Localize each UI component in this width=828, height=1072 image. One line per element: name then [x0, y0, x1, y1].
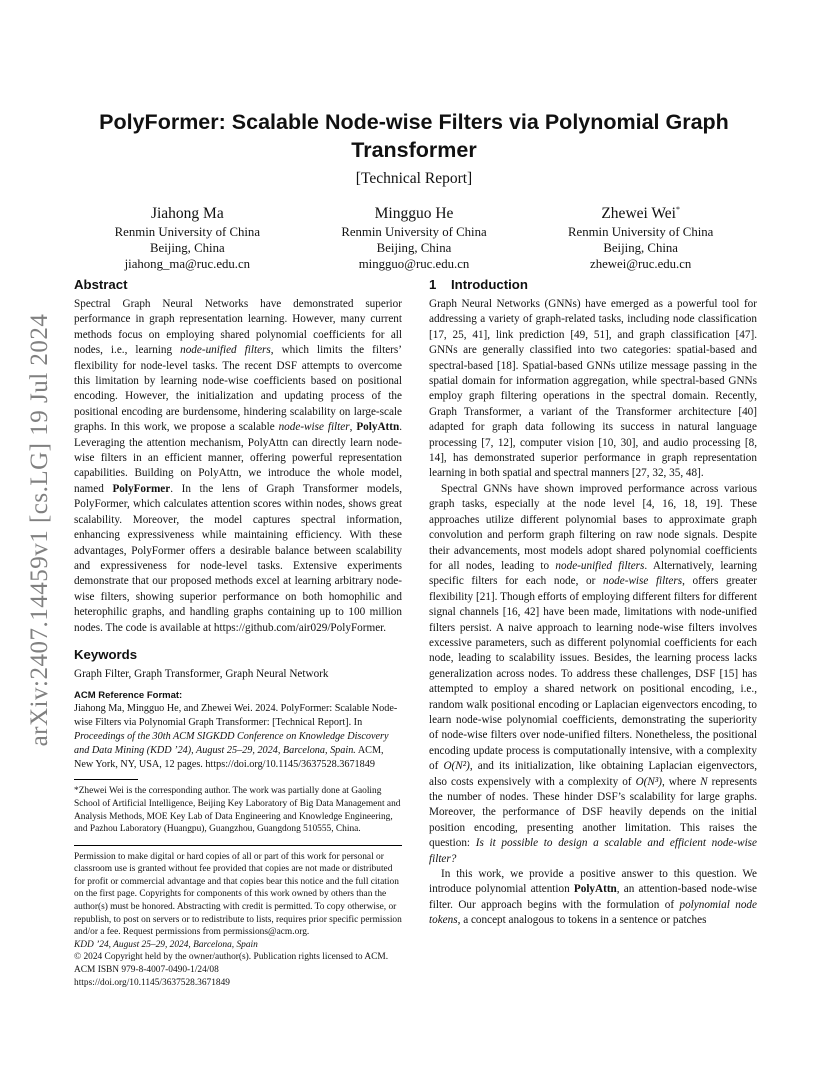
arxiv-stamp: arXiv:2407.14459v1 [cs.LG] 19 Jul 2024 — [26, 313, 53, 747]
author-location: Beijing, China — [150, 241, 225, 256]
author-email: jiahong_ma@ruc.edu.cn — [124, 257, 251, 272]
keywords-text: Graph Filter, Graph Transformer, Graph Neural Network — [74, 667, 329, 680]
author-affiliation: Renmin University of China — [341, 225, 487, 240]
paper-title: PolyFormer: Scalable Node-wise Filters via Polynomial Graph Transformer — [99, 110, 729, 162]
copyright-line: © 2024 Copyright held by the owner/author(s). Publication rights licensed to ACM. — [74, 952, 389, 963]
doi-line: https://doi.org/10.1145/3637528.3671849 — [74, 977, 230, 988]
permission-rule — [74, 845, 402, 846]
author-affiliation: Renmin University of China — [114, 225, 261, 240]
conference-line: KDD ’24, August 25–29, 2024, Barcelona, Spain — [74, 939, 258, 950]
author-name: Zhewei Wei* — [601, 205, 680, 223]
intro-paragraph-3: In this work, we provide a positive answer to this question. We introduce polynomial attention PolyAttn, an attention-based node-wise filter. Our approach begins with the formulation of polynomial node tokens, a concept analogous to tokens in a sentence or patches — [429, 868, 757, 927]
author-1 — [74, 200, 301, 272]
permission-notice: Permission to make digital or hard copies of all or part of this work for personal or classroom use is granted without fee provided that copies are not made or distributed for profit or commercial advantage and that copies bear this notice and the full citation on the first page. Copyrights for components of this work owned by others than the author(s) must be honored. Abstracting with credit is permitted. To copy otherwise, or republish, to post on servers or to redistribute to lists, requires prior specific permission and/or a fee. Request permissions from permissions@acm.org. — [74, 851, 402, 938]
intro-paragraph-2: Spectral GNNs have shown improved performance across various graph tasks, especially at the node level [4, 16, 18, 19]. These approaches utilize different polynomial bases to approximate graph convolution and perform graph filtering on raw node signals. Despite their advancements, most models adopt shared polynomial coefficients for all nodes, leading to node-unified filters. Alternatively, learning specific filters for each node, or node-wise filters, offers greater flexibility [21]. Though efforts of employing different filters for different signal channels [16, 42] have been made, limitations with node-unified filters persist. A naive approach to learning node-wise filters involves excessive parameters, such as different polynomial coefficients for each node, leading to scalability issues. Besides, the learning process lacks generalization across nodes. To address these challenges, DSF [15] has attempted to employ a shared network on positional encoding, i.e., random walk positional encoding or Laplacian eigenvectors encoding, to learn node-wise polynomial coefficients, demonstrating the superiority of node-wise filters over node-unified filters. Nonetheless, the positional encoding update process is computationally intensive, with a complexity of O(N²), and its initialization, like obtaining Laplacian eigenvectors, also costs expensively with a complexity of O(N³), where N represents the number of nodes. These hinder DSF’s scalability for large graphs. Moreover, the performance of DSF heavily depends on the initial position encoding, presenting another limitation. This raises the question: Is it possible to design a scalable and efficient node-wise filter? — [429, 482, 758, 865]
author-2 — [301, 200, 528, 272]
isbn-line: ACM ISBN 979-8-4007-0490-1/24/08 — [74, 965, 219, 976]
left-column — [74, 276, 402, 989]
abstract-text: Spectral Graph Neural Networks have demonstrated superior performance in graph representation learning. However, many current methods focus on employing shared polynomial coefficients for all nodes, i.e., learning node-unified filters, which limits the filters’ flexibility for node-level tasks. The recent DSF attempts to overcome this limitation by learning node-wise coefficients based on positional encoding. However, the initialization and updating process of the positional encoding are burdensome, hindering scalability on large-scale graphs. In this work, we propose a scalable node-wise filter, PolyAttn. Leveraging the attention mechanism, PolyAttn can directly learn node-wise filters in an efficient manner, offering powerful representation capabilities. Building on PolyAttn, we introduce the whole model, named PolyFormer. In the lens of Graph Transformer models, PolyFormer, which calculates attention scores within nodes, shows great scalability. Moreover, the model captures spectral information, enhancing expressiveness while maintaining efficiency. With these advantages, PolyFormer offers a desirable balance between scalability and expressiveness for node-level tasks. Extensive experiments demonstrate that our proposed methods excel at learning arbitrary node-wise filters, showing superior performance on both homophilic and heterophilic graphs, and handling graphs containing up to 100 million nodes. The code is available at https://github.com/air029/PolyFormer. — [74, 298, 402, 634]
author-affiliation: Renmin University of China — [567, 225, 714, 240]
author-location: Beijing, China — [376, 241, 452, 256]
author-email: mingguo@ruc.edu.cn — [358, 257, 470, 272]
author-3 — [527, 200, 754, 272]
corresponding-author-footnote: *Zhewei Wei is the corresponding author. The work was partially done at Gaoling School of Artificial Intelligence, Beijing Key Laboratory of Big Data Management and Analysis Methods, MOE Key Lab of Data Engineering and Knowledge Engineering, and Pazhou Laboratory (Huangpu), Guangzhou, Guangdong 510555, China. — [74, 786, 401, 835]
acm-reference-text: Jiahong Ma, Mingguo He, and Zhewei Wei. 2024. PolyFormer: Scalable Node-wise Filters via Polynomial Graph Transformer: [Technical Report]. In Proceedings of the 30th ACM SIGKDD Conference on Knowledge Discovery and Data Mining (KDD ’24), August 25–29, 2024, Barcelona, Spain. ACM, New York, NY, USA, 12 pages. https://doi.org/10.1145/3637528.3671849 — [74, 703, 398, 770]
right-column — [429, 276, 757, 929]
paper-subtitle: [Technical Report] — [355, 170, 473, 187]
author-location: Beijing, China — [603, 241, 678, 256]
footnote-rule — [74, 779, 138, 780]
acm-reference-heading: ACM Reference Format: — [74, 690, 183, 702]
author-name: Mingguo He — [374, 205, 454, 223]
author-block — [74, 200, 754, 272]
keywords-heading: Keywords — [74, 646, 138, 662]
intro-heading: 1 Introduction — [429, 277, 528, 292]
author-email: zhewei@ruc.edu.cn — [590, 257, 692, 272]
abstract-heading: Abstract — [74, 277, 128, 292]
author-name: Jiahong Ma — [150, 205, 224, 223]
intro-paragraph-1: Graph Neural Networks (GNNs) have emerged as a powerful tool for addressing a variety of graph-related tasks, including node classification [17, 25, 41], link prediction [49, 51], and graph classification [47]. GNNs are generally classified into two categories: spatial-based and spectral-based [18]. Spatial-based GNNs utilize message passing in the spatial domain for information aggregation, while spectral-based GNNs employ graph filtering operations in the spectral domain. Recently, Graph Transformer, a variant of the Transformer architecture [40] adapted for graph data following its success in natural language processing [7, 12], computer vision [10, 30], and audio processing [8, 14], has demonstrated superior performance in graph representation learning in both spatial and spectral manners [27, 32, 35, 48]. — [429, 298, 757, 480]
